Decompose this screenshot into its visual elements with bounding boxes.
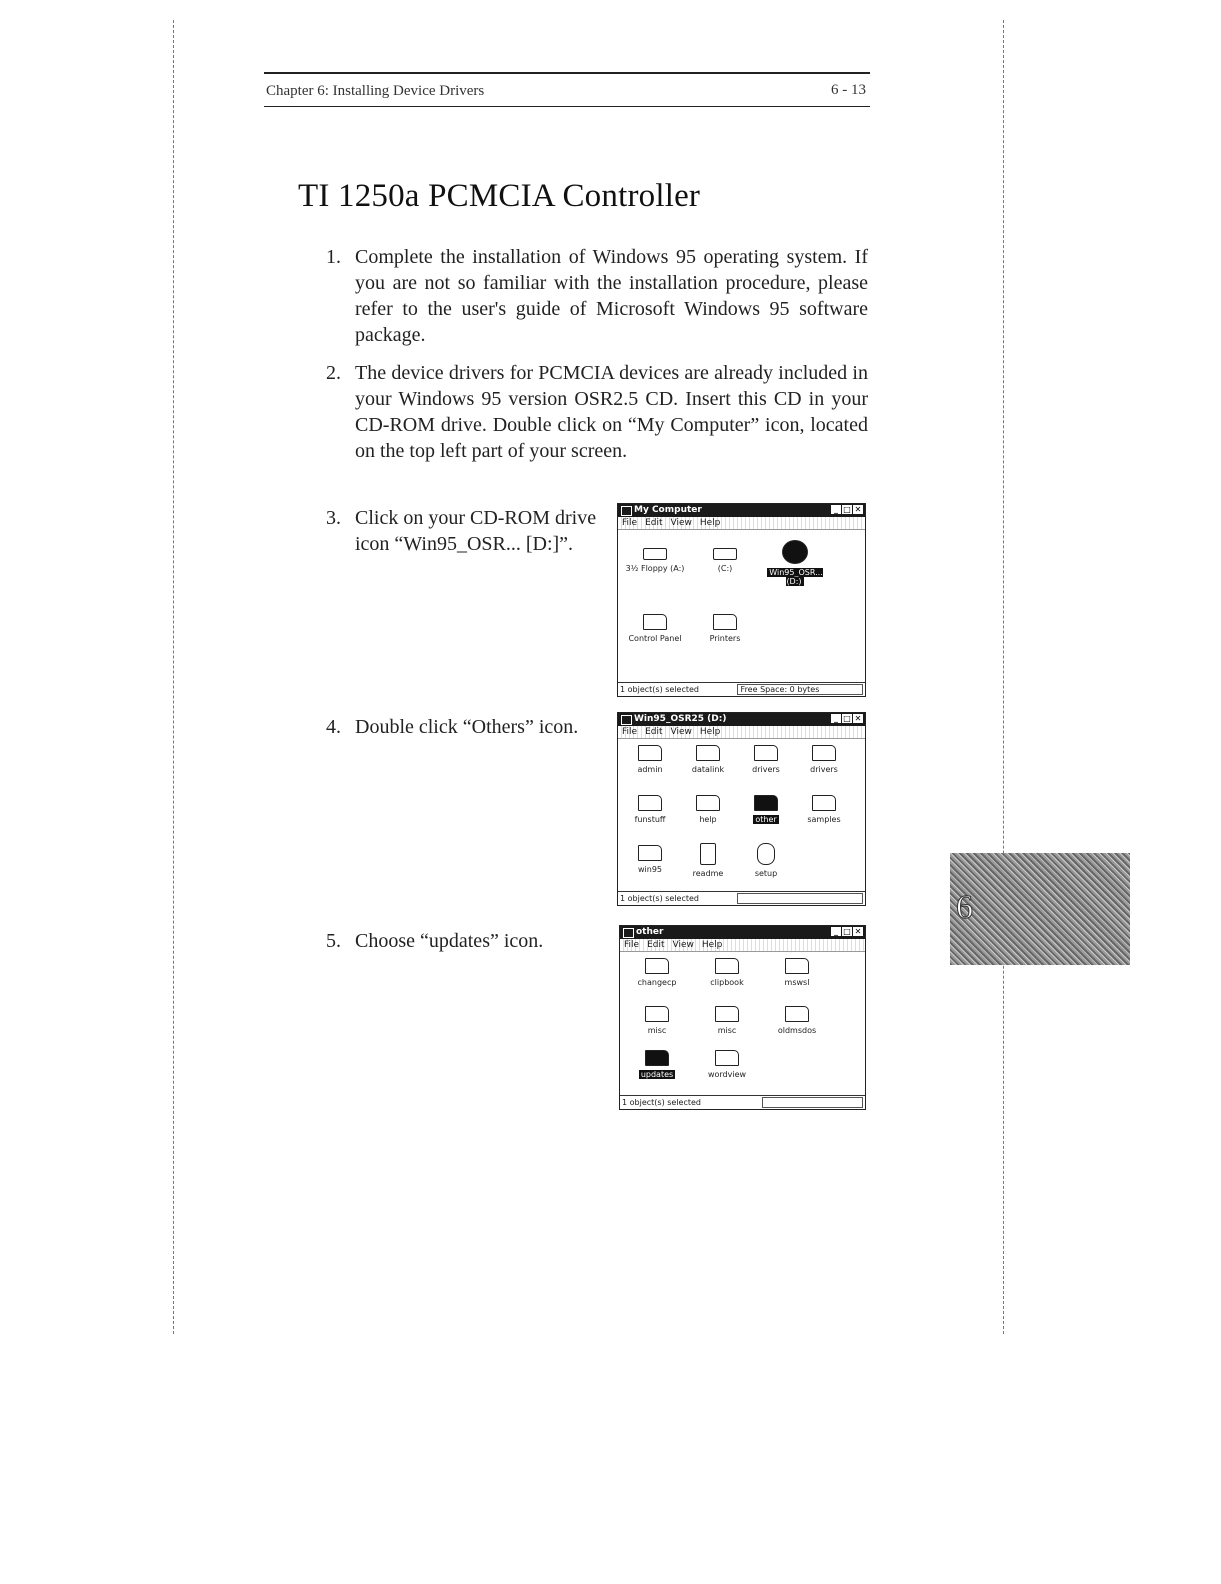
step-number: 5. bbox=[326, 930, 341, 952]
close-button[interactable]: ✕ bbox=[854, 927, 862, 936]
c-drive-item[interactable] bbox=[690, 544, 760, 573]
folder-icon bbox=[715, 958, 739, 974]
item-label: (C:) bbox=[717, 564, 733, 573]
folder-icon bbox=[715, 1050, 739, 1066]
cdrom-window[interactable] bbox=[617, 712, 866, 906]
folder-icon bbox=[812, 795, 836, 811]
status-selected: 1 object(s) selected bbox=[620, 685, 700, 694]
control-panel-icon bbox=[643, 614, 667, 630]
scan-margin-right bbox=[1003, 20, 1004, 1334]
status-bar bbox=[618, 891, 865, 905]
item-label: 3½ Floppy (A:) bbox=[625, 564, 685, 573]
folder-item[interactable] bbox=[789, 745, 859, 774]
folder-icon bbox=[623, 928, 634, 938]
setup-icon bbox=[757, 843, 775, 865]
menu-bar bbox=[620, 939, 865, 952]
minimize-button[interactable]: _ bbox=[831, 927, 841, 936]
menu-edit[interactable]: Edit bbox=[645, 727, 663, 737]
menu-file[interactable]: File bbox=[622, 727, 638, 737]
folder-icon bbox=[754, 795, 778, 811]
item-label: funstuff bbox=[634, 815, 666, 824]
item-label: drivers bbox=[752, 765, 780, 774]
menu-help[interactable]: Help bbox=[699, 727, 721, 737]
item-label: misc bbox=[647, 1026, 667, 1035]
document-icon bbox=[700, 843, 716, 865]
folder-icon bbox=[812, 745, 836, 761]
status-bar bbox=[620, 1095, 865, 1109]
folder-icon bbox=[638, 795, 662, 811]
step-number: 3. bbox=[326, 507, 341, 529]
item-label: datalink bbox=[691, 765, 725, 774]
file-item[interactable] bbox=[731, 843, 801, 878]
folder-icon bbox=[645, 1006, 669, 1022]
computer-icon bbox=[621, 506, 632, 516]
step-text: Complete the installation of Windows 95 operating system. If you are not so familiar with the installation procedure, please refer to the user's guide of Microsoft Windows 95 software package. bbox=[355, 246, 868, 346]
folder-icon bbox=[638, 845, 662, 861]
item-label: samples bbox=[807, 815, 841, 824]
folder-icon bbox=[754, 745, 778, 761]
cdrom-drive-item[interactable] bbox=[760, 540, 830, 586]
folder-item[interactable] bbox=[692, 1050, 762, 1079]
item-label: setup bbox=[754, 869, 778, 878]
maximize-button[interactable]: □ bbox=[843, 714, 851, 723]
menu-bar bbox=[618, 726, 865, 739]
menu-view[interactable]: View bbox=[670, 518, 692, 528]
folder-icon bbox=[645, 958, 669, 974]
item-label: other bbox=[755, 815, 777, 824]
step-4 bbox=[326, 714, 606, 770]
section-title: TI 1250a PCMCIA Controller bbox=[298, 178, 701, 214]
page-header bbox=[264, 72, 870, 107]
folder-icon bbox=[785, 958, 809, 974]
close-button[interactable]: ✕ bbox=[854, 505, 862, 514]
minimize-button[interactable]: _ bbox=[831, 505, 841, 514]
folder-icon bbox=[785, 1006, 809, 1022]
menu-edit[interactable]: Edit bbox=[647, 940, 665, 950]
printers-item[interactable] bbox=[690, 614, 760, 643]
folder-item[interactable] bbox=[622, 958, 692, 987]
item-label: misc bbox=[717, 1026, 737, 1035]
menu-bar bbox=[618, 517, 865, 530]
folder-icon bbox=[696, 795, 720, 811]
scan-margin-left bbox=[173, 20, 174, 1334]
minimize-button[interactable]: _ bbox=[831, 714, 841, 723]
updates-folder-item[interactable] bbox=[622, 1050, 692, 1079]
status-selected: 1 object(s) selected bbox=[620, 894, 700, 903]
menu-edit[interactable]: Edit bbox=[645, 518, 663, 528]
step-number: 2. bbox=[326, 362, 341, 384]
chapter-heading: Chapter 6: Installing Device Drivers bbox=[266, 83, 485, 99]
maximize-button[interactable]: □ bbox=[843, 927, 851, 936]
folder-icon bbox=[696, 745, 720, 761]
step-1 bbox=[326, 244, 868, 348]
page-number: 6 - 13 bbox=[831, 82, 866, 98]
menu-file[interactable]: File bbox=[622, 518, 638, 528]
window-title: other bbox=[636, 927, 664, 937]
control-panel-item[interactable] bbox=[620, 614, 690, 643]
step-3 bbox=[326, 505, 606, 585]
step-5 bbox=[326, 928, 606, 958]
my-computer-window[interactable] bbox=[617, 503, 866, 697]
item-label: mswsl bbox=[784, 978, 810, 987]
item-label: Control Panel bbox=[628, 634, 682, 643]
item-label: Printers bbox=[709, 634, 741, 643]
folder-item[interactable] bbox=[692, 958, 762, 987]
item-label: updates bbox=[640, 1070, 674, 1079]
status-panel bbox=[762, 1097, 863, 1108]
menu-view[interactable]: View bbox=[672, 940, 694, 950]
step-text: Click on your CD-ROM drive icon “Win95_OSR... [D:]”. bbox=[355, 507, 597, 555]
item-label: wordview bbox=[707, 1070, 747, 1079]
title-bar[interactable] bbox=[618, 713, 865, 726]
menu-view[interactable]: View bbox=[670, 727, 692, 737]
item-label: Win95_OSR... (D:) bbox=[769, 568, 823, 586]
item-label: drivers bbox=[810, 765, 838, 774]
menu-file[interactable]: File bbox=[624, 940, 640, 950]
item-label: help bbox=[699, 815, 717, 824]
status-free-space: Free Space: 0 bytes bbox=[737, 684, 863, 695]
folder-item[interactable] bbox=[789, 795, 859, 824]
step-text: The device drivers for PCMCIA devices are already included in your Windows 95 version OSR2.5 CD. Insert this CD in your CD-ROM drive. Double click on “My Computer” icon, located on the top left part of your screen. bbox=[355, 362, 868, 462]
menu-help[interactable]: Help bbox=[701, 940, 723, 950]
folder-icon bbox=[638, 745, 662, 761]
folder-item[interactable] bbox=[622, 1006, 692, 1035]
cdrom-icon bbox=[782, 540, 808, 564]
floppy-drive-item[interactable] bbox=[620, 544, 690, 573]
hard-drive-icon bbox=[713, 548, 737, 560]
title-bar[interactable] bbox=[618, 504, 865, 517]
folder-item[interactable] bbox=[762, 1006, 832, 1035]
status-bar bbox=[618, 682, 865, 696]
chapter-tab-number: 6 bbox=[956, 889, 973, 926]
item-label: readme bbox=[692, 869, 724, 878]
title-bar[interactable] bbox=[620, 926, 865, 939]
item-label: changecp bbox=[637, 978, 677, 987]
step-number: 1. bbox=[326, 246, 341, 268]
chapter-tab bbox=[950, 853, 1130, 965]
status-panel bbox=[737, 893, 863, 904]
status-selected: 1 object(s) selected bbox=[622, 1098, 702, 1107]
step-2 bbox=[326, 360, 868, 490]
folder-item[interactable] bbox=[692, 1006, 762, 1035]
folder-icon bbox=[645, 1050, 669, 1066]
close-button[interactable]: ✕ bbox=[854, 714, 862, 723]
item-label: oldmsdos bbox=[777, 1026, 817, 1035]
step-text: Double click “Others” icon. bbox=[355, 716, 579, 738]
floppy-icon bbox=[643, 548, 667, 560]
item-label: win95 bbox=[637, 865, 662, 874]
step-number: 4. bbox=[326, 716, 341, 738]
cdrom-icon bbox=[621, 715, 632, 725]
folder-item[interactable] bbox=[762, 958, 832, 987]
item-label: clipbook bbox=[710, 978, 744, 987]
window-title: My Computer bbox=[634, 505, 702, 515]
maximize-button[interactable]: □ bbox=[843, 505, 851, 514]
step-text: Choose “updates” icon. bbox=[355, 930, 544, 952]
other-window[interactable] bbox=[619, 925, 866, 1110]
folder-icon bbox=[715, 1006, 739, 1022]
window-title: Win95_OSR25 (D:) bbox=[634, 714, 727, 724]
printer-icon bbox=[713, 614, 737, 630]
item-label: admin bbox=[637, 765, 663, 774]
menu-help[interactable]: Help bbox=[699, 518, 721, 528]
